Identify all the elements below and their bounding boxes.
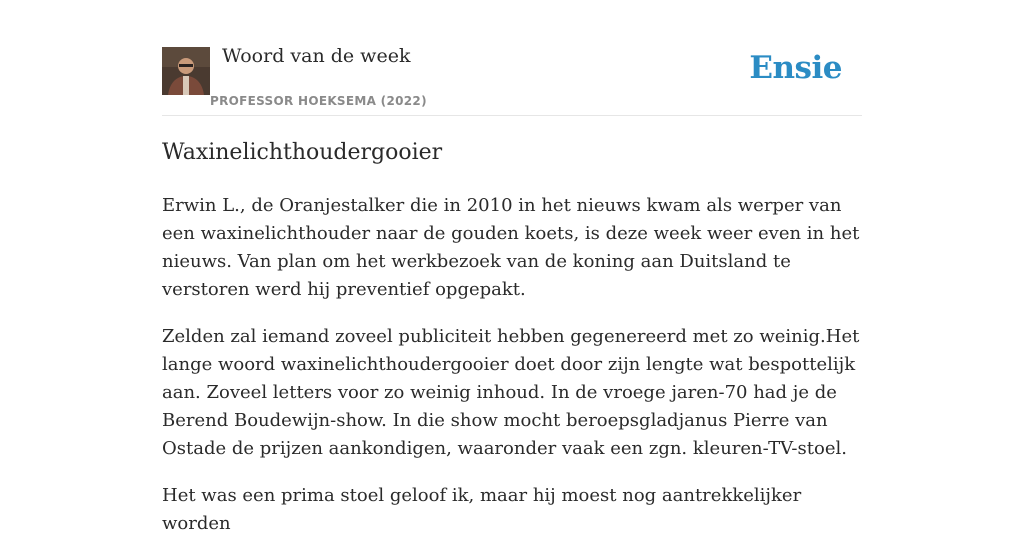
article-paragraph: Het was een prima stoel geloof ik, maar hij moest nog aantrekkelijker worden xyxy=(162,485,802,534)
author-avatar[interactable] xyxy=(162,47,210,95)
article-header xyxy=(162,0,862,116)
article-paragraph: Zelden zal iemand zoveel publiciteit hebben gegenereerd met zo weinig.Het lange woord waxinelichthoudergooier doet door zijn lengte wat bespottelijk aan. Zoveel letters voor zo weinig inhoud. In de vroege jaren-70 had je de Berend Boudewijn-show. In die show mocht beroepsgladjanus Pierre van Ostade de prijzen aankondigen, waaronder vaak een zgn. kleuren-TV-stoel. xyxy=(162,326,860,459)
article-title: Waxinelichthoudergooier xyxy=(162,140,443,165)
article-page xyxy=(162,0,862,534)
article-paragraph: Erwin L., de Oranjestalker die in 2010 in het nieuws kwam als werper van een waxinelichthouder naar de gouden koets, is deze week weer even in het nieuws. Van plan om het werkbezoek van de koning aan Duitsland te verstoren werd hij preventief opgepakt. xyxy=(162,195,860,300)
article-body xyxy=(162,192,862,557)
user-portrait-icon xyxy=(162,47,210,95)
brand-logo[interactable]: Ensie xyxy=(749,50,842,86)
column-title[interactable]: Woord van de week xyxy=(222,45,411,67)
author-name[interactable]: PROFESSOR HOEKSEMA (2022) xyxy=(210,94,427,108)
